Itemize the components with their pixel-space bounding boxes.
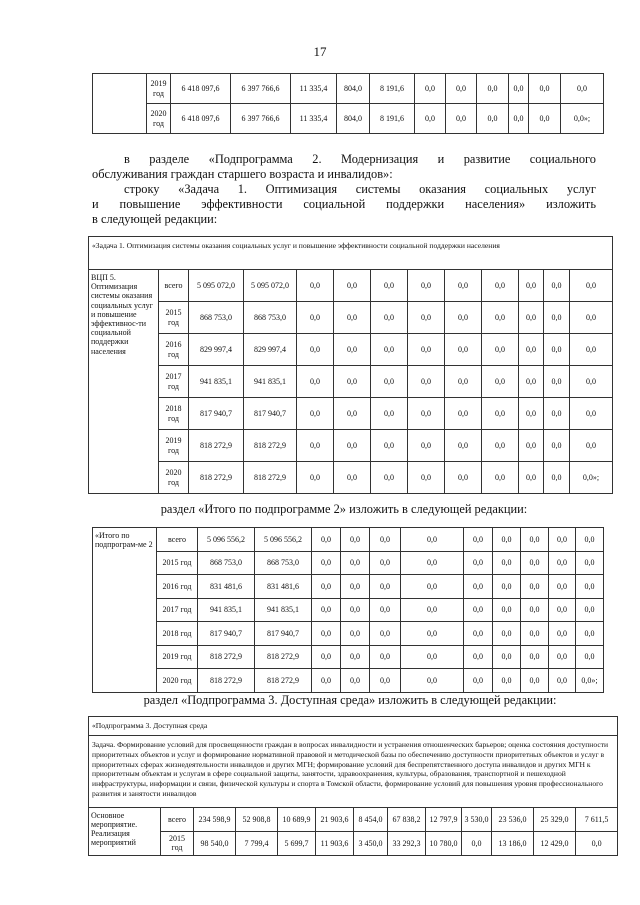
table-cell: 2016 год — [159, 334, 189, 366]
table-cell: 33 292,3 — [388, 831, 426, 855]
table-cell: 0,0 — [446, 74, 477, 104]
table-cell: 0,0 — [408, 302, 445, 334]
table-cell: 829 997,4 — [189, 334, 244, 366]
table-cell: 0,0 — [570, 334, 613, 366]
paragraph-zadacha — [92, 182, 596, 197]
table-cell: 0,0 — [370, 645, 401, 669]
table-cell: 0,0 — [570, 430, 613, 462]
table-cell: 0,0 — [576, 551, 604, 575]
table-cell: 2019 год — [157, 645, 198, 669]
table-cell: 0,0 — [519, 334, 544, 366]
paragraph-line: в следующей редакции: — [92, 212, 218, 226]
table-cell: 0,0 — [519, 302, 544, 334]
table-cell: 0,0 — [544, 462, 570, 494]
table-row — [93, 575, 604, 599]
table-row — [93, 669, 604, 693]
table-cell: 12 429,0 — [534, 831, 576, 855]
table-cell: 0,0 — [521, 551, 549, 575]
table-cell: 0,0 — [445, 366, 482, 398]
table-row — [89, 430, 613, 462]
table-cell: 25 329,0 — [534, 807, 576, 831]
table-cell: 0,0 — [401, 575, 464, 599]
table-cell: 0,0 — [297, 398, 334, 430]
table-cell: 2015 год — [161, 831, 194, 855]
table-cell: 2019 год — [159, 430, 189, 462]
table-cell: 0,0 — [576, 622, 604, 646]
table-cell: 5 699,7 — [278, 831, 316, 855]
table-cell: 0,0 — [493, 528, 521, 552]
table-itogo — [92, 527, 604, 693]
table-cell: 0,0 — [549, 669, 576, 693]
table-cell: 817 940,7 — [189, 398, 244, 430]
table-cell: 0,0 — [529, 74, 561, 104]
table-cell: 0,0 — [576, 598, 604, 622]
table-cell: 0,0 — [312, 669, 341, 693]
table-row — [89, 831, 618, 855]
table-cell: 0,0 — [371, 366, 408, 398]
table-cell: 0,0»; — [570, 462, 613, 494]
table-cell: всего — [159, 270, 189, 302]
table-cell: 0,0 — [297, 430, 334, 462]
table-row — [93, 645, 604, 669]
table-cell: 0,0 — [529, 104, 561, 134]
table-row — [93, 598, 604, 622]
table-cell: 831 481,6 — [198, 575, 255, 599]
paragraph-line: и повышение эффективности социальной поддержки населения» изложить — [92, 197, 596, 211]
table-cell: 0,0 — [445, 430, 482, 462]
table-cell: 0,0 — [549, 622, 576, 646]
paragraph-line: обслуживания граждан старшего возраста и инвалидов»: — [92, 167, 393, 181]
paragraph-line: строку «Задача 1. Оптимизация системы оказания социальных услуг — [124, 182, 596, 196]
table-cell: 0,0 — [549, 528, 576, 552]
table-cell: 52 908,8 — [236, 807, 278, 831]
table-cell: 0,0 — [493, 575, 521, 599]
table-cell: 818 272,9 — [189, 462, 244, 494]
table-cell: 0,0 — [493, 598, 521, 622]
table-cell: 0,0 — [408, 334, 445, 366]
table-row — [89, 807, 618, 831]
table-cell: всего — [157, 528, 198, 552]
table-row — [93, 528, 604, 552]
table-cell: 0,0 — [464, 645, 493, 669]
table-cell: 0,0 — [521, 528, 549, 552]
table-cell: 0,0 — [401, 551, 464, 575]
table-cell: 0,0 — [521, 669, 549, 693]
table-cell: 21 903,6 — [316, 807, 354, 831]
table-cell: 67 838,2 — [388, 807, 426, 831]
table-cell: 818 272,9 — [255, 669, 312, 693]
table-row — [89, 302, 613, 334]
paragraph-podprogramma-3 — [80, 693, 620, 708]
table-cell: 868 753,0 — [189, 302, 244, 334]
table-cell: 0,0 — [446, 104, 477, 134]
table-cell: 2020 год — [157, 669, 198, 693]
table-cell: 0,0 — [445, 270, 482, 302]
table-cell: 0,0 — [371, 430, 408, 462]
table-cell: 0,0 — [482, 334, 519, 366]
table-cell: 0,0 — [576, 645, 604, 669]
table-cell: 0,0 — [341, 575, 370, 599]
table-cell: 817 940,7 — [198, 622, 255, 646]
table-cell: 10 780,0 — [426, 831, 462, 855]
table-cell: 0,0 — [493, 645, 521, 669]
paragraph-zadacha-cont — [92, 197, 596, 212]
table-cell: 0,0 — [549, 645, 576, 669]
paragraph-section-2 — [92, 152, 596, 167]
table-cell: 0,0 — [493, 669, 521, 693]
table-cell: 2018 год — [157, 622, 198, 646]
table-cell: 0,0 — [519, 462, 544, 494]
table-cell: 10 689,9 — [278, 807, 316, 831]
table-row — [93, 551, 604, 575]
table-row — [89, 334, 613, 366]
table-top — [92, 73, 604, 134]
table-cell: 0,0 — [464, 598, 493, 622]
table-cell: 0,0 — [371, 398, 408, 430]
table-cell: 0,0 — [544, 430, 570, 462]
table-cell: 2020 год — [159, 462, 189, 494]
table-cell: 0,0 — [576, 831, 618, 855]
table-cell: 0,0 — [408, 430, 445, 462]
table-cell: 0,0 — [544, 270, 570, 302]
table-cell: 0,0»; — [561, 104, 604, 134]
table-cell: 0,0 — [464, 669, 493, 693]
table-cell: 0,0 — [521, 598, 549, 622]
table-cell: 0,0 — [312, 645, 341, 669]
table-cell: 0,0 — [521, 575, 549, 599]
table-cell: 0,0 — [415, 104, 446, 134]
table-cell: 2020 год — [147, 104, 171, 134]
table-cell: 0,0 — [297, 302, 334, 334]
table-row — [93, 622, 604, 646]
table-cell: 11 335,4 — [291, 104, 337, 134]
table-cell: всего — [161, 807, 194, 831]
table-cell: 0,0 — [477, 104, 509, 134]
table-cell: 0,0 — [341, 622, 370, 646]
table-cell: 0,0 — [334, 334, 371, 366]
table-cell: 0,0 — [509, 74, 529, 104]
table-cell: 98 540,0 — [194, 831, 236, 855]
paragraph-section-2-cont — [92, 167, 596, 182]
table-cell: 0,0 — [371, 462, 408, 494]
table-cell-empty — [93, 74, 147, 134]
table-cell: 11 903,6 — [316, 831, 354, 855]
table-cell: 0,0 — [482, 398, 519, 430]
table-cell: 0,0 — [521, 622, 549, 646]
table-cell: 0,0 — [576, 575, 604, 599]
table-cell: 2016 год — [157, 575, 198, 599]
table-cell: 0,0 — [519, 430, 544, 462]
table-cell: 817 940,7 — [255, 622, 312, 646]
table-cell: 0,0 — [334, 462, 371, 494]
table-cell: 0,0 — [401, 669, 464, 693]
table-zadacha-1 — [88, 236, 613, 494]
table-cell: 0,0 — [370, 575, 401, 599]
table-cell: 868 753,0 — [255, 551, 312, 575]
table-cell: 0,0 — [341, 551, 370, 575]
table-cell: 0,0 — [482, 270, 519, 302]
table-cell: 818 272,9 — [198, 669, 255, 693]
table-cell: 0,0 — [297, 270, 334, 302]
table-cell: 831 481,6 — [255, 575, 312, 599]
table-cell: 0,0 — [549, 551, 576, 575]
table-cell: 6 418 097,6 — [171, 74, 231, 104]
table-cell: 0,0 — [519, 366, 544, 398]
table-cell: 0,0 — [408, 398, 445, 430]
table-cell: 0,0 — [371, 334, 408, 366]
table-cell: 0,0 — [576, 528, 604, 552]
table-cell: 818 272,9 — [255, 645, 312, 669]
table-cell: 5 096 556,2 — [198, 528, 255, 552]
table-cell: 0,0 — [445, 462, 482, 494]
table-cell: 829 997,4 — [244, 334, 297, 366]
table-cell: 941 835,1 — [244, 366, 297, 398]
table-cell: 868 753,0 — [244, 302, 297, 334]
paragraph-line: в разделе «Подпрограмма 2. Модернизация и развитие социального — [124, 152, 596, 166]
table-cell: 2017 год — [159, 366, 189, 398]
table-row — [93, 104, 604, 134]
table-header-zadacha: «Задача 1. Оптимизация системы оказания социальных услуг и повышение эффективности социальной поддержки населения — [89, 237, 613, 270]
table-cell: 0,0 — [370, 551, 401, 575]
table-cell: 0,0»; — [576, 669, 604, 693]
table-cell: 0,0 — [401, 528, 464, 552]
table-cell: 3 530,0 — [462, 807, 492, 831]
table-cell: 0,0 — [334, 366, 371, 398]
table-cell: 0,0 — [521, 645, 549, 669]
table-cell: 0,0 — [370, 528, 401, 552]
table-cell: 0,0 — [312, 528, 341, 552]
table-podprogramma-3 — [88, 716, 618, 856]
table-cell: 0,0 — [334, 430, 371, 462]
table-cell: 0,0 — [297, 366, 334, 398]
table-title-podprogramma-3: «Подпрограмма 3. Доступная среда — [89, 717, 618, 736]
table-row-label: ВЦП 5. Оптимизация системы оказания социальных услуг и повышение эффективнос-ти социальной поддержки населения — [89, 270, 159, 494]
table-cell: 0,0 — [334, 302, 371, 334]
page-number: 17 — [313, 44, 327, 59]
table-cell: 0,0 — [464, 622, 493, 646]
table-row — [89, 398, 613, 430]
table-cell: 0,0 — [408, 366, 445, 398]
table-cell: 7 611,5 — [576, 807, 618, 831]
table-cell: 0,0 — [544, 366, 570, 398]
table-cell: 0,0 — [519, 270, 544, 302]
table-row — [89, 462, 613, 494]
table-cell: 5 095 072,0 — [189, 270, 244, 302]
table-cell: 6 418 097,6 — [171, 104, 231, 134]
table-cell: 0,0 — [544, 398, 570, 430]
table-cell: 0,0 — [401, 645, 464, 669]
table-cell: 0,0 — [334, 270, 371, 302]
table-cell: 234 598,9 — [194, 807, 236, 831]
table-cell: 941 835,1 — [189, 366, 244, 398]
table-row — [89, 366, 613, 398]
table-cell: 0,0 — [297, 334, 334, 366]
table-cell: 13 186,0 — [492, 831, 534, 855]
table-cell: 0,0 — [482, 366, 519, 398]
table-cell: 11 335,4 — [291, 74, 337, 104]
table-cell: 804,0 — [337, 104, 370, 134]
table-cell: 0,0 — [482, 462, 519, 494]
table-row-label: «Итого по подпрограм-ме 2 — [93, 528, 157, 693]
table-cell: 0,0 — [464, 551, 493, 575]
table-cell: 0,0 — [549, 598, 576, 622]
table-row — [89, 270, 613, 302]
paragraph-line: раздел «Подпрограмма 3. Доступная среда» изложить в следующей редакции: — [143, 693, 557, 707]
table-cell: 0,0 — [408, 462, 445, 494]
table-cell: 0,0 — [570, 366, 613, 398]
table-cell: 8 191,6 — [370, 104, 415, 134]
paragraph-line: раздел «Итого по подпрограмме 2» изложить в следующей редакции: — [160, 502, 528, 516]
table-cell: 0,0 — [341, 598, 370, 622]
table-cell: 941 835,1 — [198, 598, 255, 622]
table-cell: 0,0 — [401, 622, 464, 646]
table-cell: 0,0 — [509, 104, 529, 134]
table-cell: 6 397 766,6 — [231, 74, 291, 104]
table-cell: 8 191,6 — [370, 74, 415, 104]
table-cell: 12 797,9 — [426, 807, 462, 831]
table-cell: 0,0 — [370, 669, 401, 693]
table-cell: 2015 год — [157, 551, 198, 575]
paragraph-zadacha-end — [92, 212, 596, 227]
table-cell: 0,0 — [464, 575, 493, 599]
table-cell: 0,0 — [570, 302, 613, 334]
table-cell: 0,0 — [445, 398, 482, 430]
table-cell: 0,0 — [477, 74, 509, 104]
table-cell: 0,0 — [519, 398, 544, 430]
table-cell: 0,0 — [462, 831, 492, 855]
table-cell: 817 940,7 — [244, 398, 297, 430]
table-cell: 23 536,0 — [492, 807, 534, 831]
table-cell: 0,0 — [371, 302, 408, 334]
table-cell: 0,0 — [370, 598, 401, 622]
table-cell: 868 753,0 — [198, 551, 255, 575]
table-cell: 0,0 — [408, 270, 445, 302]
table-cell: 0,0 — [371, 270, 408, 302]
table-cell: 0,0 — [549, 575, 576, 599]
table-cell: 941 835,1 — [255, 598, 312, 622]
table-cell: 0,0 — [370, 622, 401, 646]
paragraph-itogo — [92, 502, 596, 517]
table-cell: 0,0 — [312, 622, 341, 646]
table-cell: 0,0 — [445, 334, 482, 366]
table-cell: 0,0 — [493, 622, 521, 646]
table-cell: 0,0 — [312, 551, 341, 575]
table-cell: 2015 год — [159, 302, 189, 334]
table-cell: 0,0 — [544, 302, 570, 334]
table-cell: 7 799,4 — [236, 831, 278, 855]
table-cell: 0,0 — [464, 528, 493, 552]
table-cell: 0,0 — [415, 74, 446, 104]
table-cell: 2017 год — [157, 598, 198, 622]
table-cell: 0,0 — [493, 551, 521, 575]
table-cell: 6 397 766,6 — [231, 104, 291, 134]
table-cell: 0,0 — [445, 302, 482, 334]
table-row-label: Основное мероприятие. Реализация мероприятий — [89, 807, 161, 855]
table-cell: 5 095 072,0 — [244, 270, 297, 302]
table-cell: 0,0 — [482, 430, 519, 462]
table-cell: 818 272,9 — [244, 430, 297, 462]
table-cell: 2019 год — [147, 74, 171, 104]
table-cell: 0,0 — [544, 334, 570, 366]
table-cell: 8 454,0 — [354, 807, 388, 831]
table-cell: 0,0 — [570, 270, 613, 302]
table-cell: 5 096 556,2 — [255, 528, 312, 552]
table-task-podprogramma-3: Задача. Формирование условий для просвещенности граждан в вопросах инвалидности и устранения отношенческих барьеров; оценка состояния доступности приоритетных объектов и услуг и формирование нормативной правовой и методической базы по обеспечению доступности приоритетных объектов и услуг в приоритетных сферах жизнедеятельности инвалидов и других МГН; формирование условий для беспрепятственного доступа инвалидов и других МГН к приоритетным объектам и услугам в сфере социальной защиты, занятости, здравоохранения, культуры, образования, транспортной и пешеходной инфраструктуры, информации и связи, физической культуры и спорта в Томской области, формирование условий для повышения уровня профессионального развития и занятости инвалидов — [89, 735, 618, 807]
table-cell: 0,0 — [312, 575, 341, 599]
table-cell: 0,0 — [312, 598, 341, 622]
table-cell: 3 450,0 — [354, 831, 388, 855]
table-cell: 2018 год — [159, 398, 189, 430]
table-cell: 0,0 — [570, 398, 613, 430]
table-cell: 818 272,9 — [198, 645, 255, 669]
table-cell: 818 272,9 — [189, 430, 244, 462]
table-cell: 0,0 — [401, 598, 464, 622]
table-row — [93, 74, 604, 104]
table-cell: 0,0 — [341, 645, 370, 669]
table-cell: 0,0 — [334, 398, 371, 430]
table-cell: 0,0 — [341, 528, 370, 552]
table-cell: 0,0 — [482, 302, 519, 334]
table-cell: 804,0 — [337, 74, 370, 104]
table-cell: 818 272,9 — [244, 462, 297, 494]
table-cell: 0,0 — [297, 462, 334, 494]
table-cell: 0,0 — [561, 74, 604, 104]
table-cell: 0,0 — [341, 669, 370, 693]
